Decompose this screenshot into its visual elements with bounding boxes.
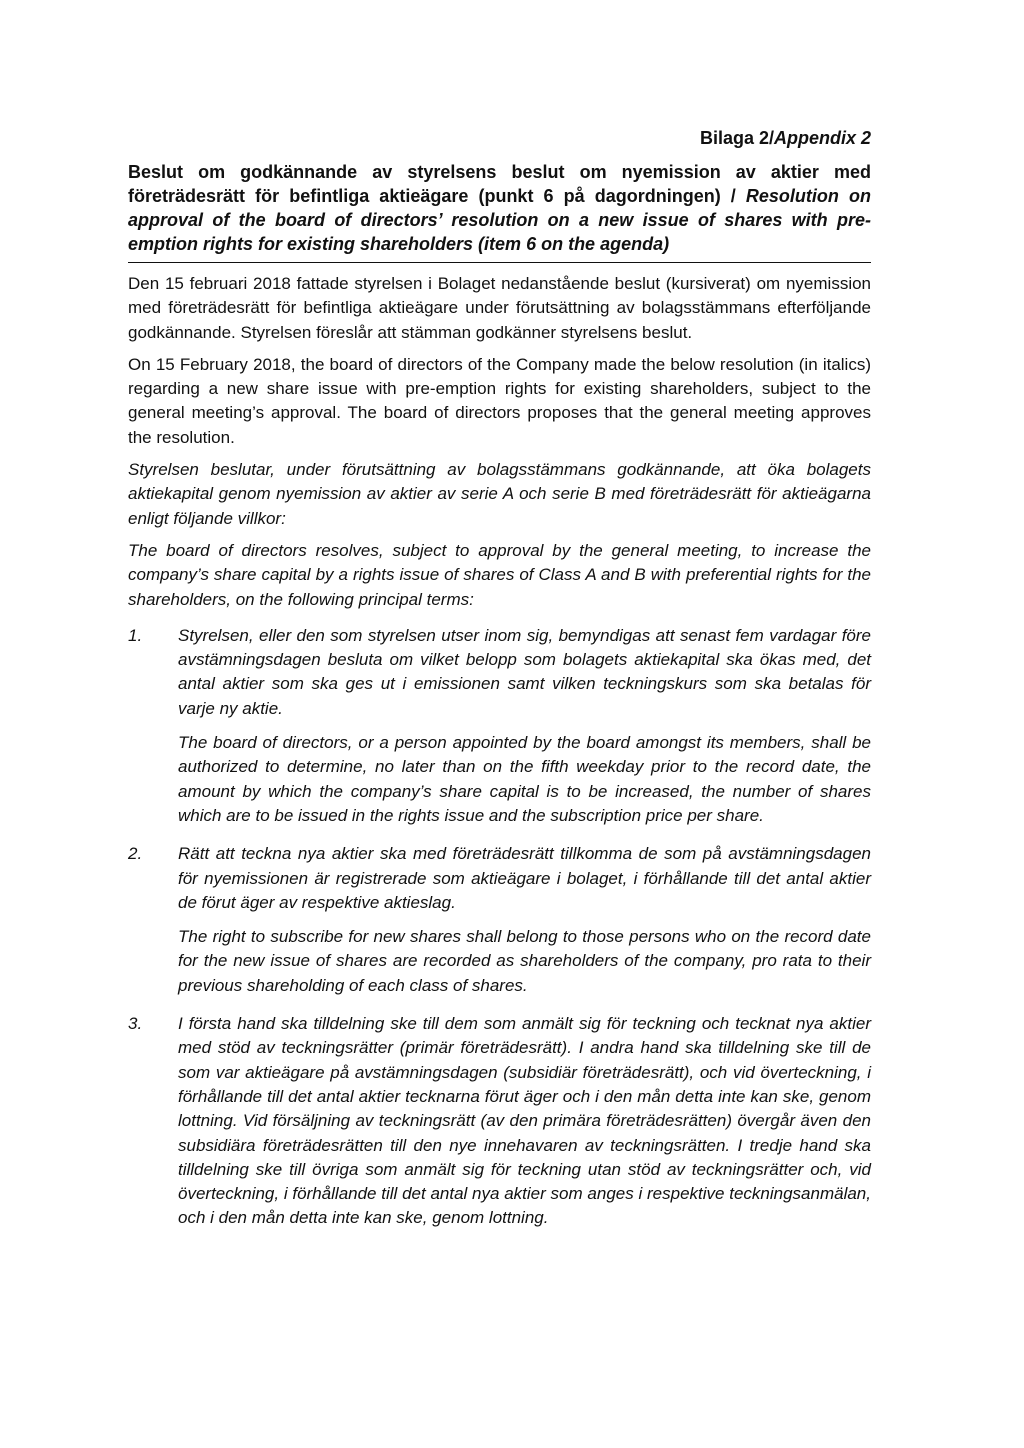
list-item-text-sv: Styrelsen, eller den som styrelsen utser inom sig, bemyndigas att senast fem vardagar före avstämningsdagen besluta om vilket belopp som bolagets aktiekapital ska ökas med, det antal aktier som ska ges ut i emissionen samt vilken teckningskurs som ska betalas för varje ny aktie.	[178, 625, 871, 718]
title-en: Resolution on approval of the board of directors’ resolution on a new issue of shares with pre-emption rights for existing shareholders (item 6 on the agenda)	[128, 186, 871, 254]
appendix-label-en: Appendix 2	[773, 128, 871, 148]
list-item-number: 2.	[128, 844, 143, 864]
list-item-text-en: The board of directors, or a person appointed by the board amongst its members, shall be authorized to determine, no later than on the fifth weekday prior to the record date, the amount by which the company’s share capital is to be increased, the number of shares which are to be issued in the rights issue and the subscription price per share.	[178, 733, 871, 825]
intro-paragraph-sv: Den 15 februari 2018 fattade styrelsen i Bolaget nedanstående beslut (kursiverat) om nyemission med företrädesrätt för befintliga aktieägare under förutsättning av bolagsstämmans efterföljande godkännande. Styrelsen föreslår att stämman godkänner styrelsens beslut.	[128, 274, 871, 342]
list-item	[128, 1012, 871, 1241]
list-item-number: 1.	[128, 625, 143, 645]
list-item	[128, 624, 871, 838]
title-sv: Beslut om godkännande av styrelsens beslut om nyemission av aktier med företrädesrätt för befintliga aktieägare (punkt 6 på dagordningen) /	[128, 162, 871, 206]
list-item	[128, 842, 871, 1008]
list-item-text-en: The right to subscribe for new shares shall belong to those persons who on the record date for the new issue of shares are recorded as shareholders of the company, pro rata to their previous shareholding of each class of shares.	[178, 927, 871, 995]
list-item-number: 3.	[128, 1014, 143, 1034]
document-body	[128, 272, 871, 1241]
resolution-paragraph-en: The board of directors resolves, subject to approval by the general meeting, to increase the company’s share capital by a rights issue of shares of Class A and B with preferential rights for the shareholders, on the following principal terms:	[128, 540, 871, 609]
list-item-text-sv: Rätt att teckna nya aktier ska med företrädesrätt tillkomma de som på avstämningsdagen för nyemissionen är registrerade som aktieägare i bolaget, i förhållande till det antal aktier de förut äger av respektive aktieslag.	[178, 844, 871, 912]
document-title	[128, 160, 871, 263]
list-item-text	[178, 624, 871, 838]
list-item-text	[178, 1012, 871, 1241]
intro-paragraph-en: On 15 February 2018, the board of directors of the Company made the below resolution (in italics) regarding a new share issue with pre-emption rights for existing shareholders, subject to the general meeting’s approval. The board of directors proposes that the general meeting approves the resolution.	[128, 354, 871, 447]
resolution-paragraph-sv: Styrelsen beslutar, under förutsättning av bolagsstämmans godkännande, att öka bolagets aktiekapital genom nyemission av aktier av serie A och serie B med företrädesrätt för aktieägarna enligt följande villkor:	[128, 460, 871, 528]
appendix-label-sv: Bilaga 2/	[699, 128, 774, 148]
list-item-text	[178, 842, 871, 1008]
list-item-text-sv: I första hand ska tilldelning ske till dem som anmält sig för teckning och tecknat nya aktier med stöd av teckningsrätter (primär företrädesrätt). I andra hand ska tilldelning ske till de som var aktieägare på avstämningsdagen (subsidiär företrädesrätt), och vid överteckning, i förhållande till det antal aktier tecknarna förut äger och i den mån detta inte kan ske, genom lottning. Vid försäljning av teckningsrätt (av den primära företrädesrätten) övergår även den subsidiära företrädesrätten till den nye innehavaren av teckningsrätten. I tredje hand ska tilldelning ske till övriga som anmält sig för teckning utan stöd av teckningsrätter och, vid överteckning, i förhållande till det antal nya aktier som anges i respektive teckningsanmälan, och i den mån detta inte kan ske, genom lottning.	[178, 1014, 871, 1228]
appendix-label	[700, 128, 871, 149]
